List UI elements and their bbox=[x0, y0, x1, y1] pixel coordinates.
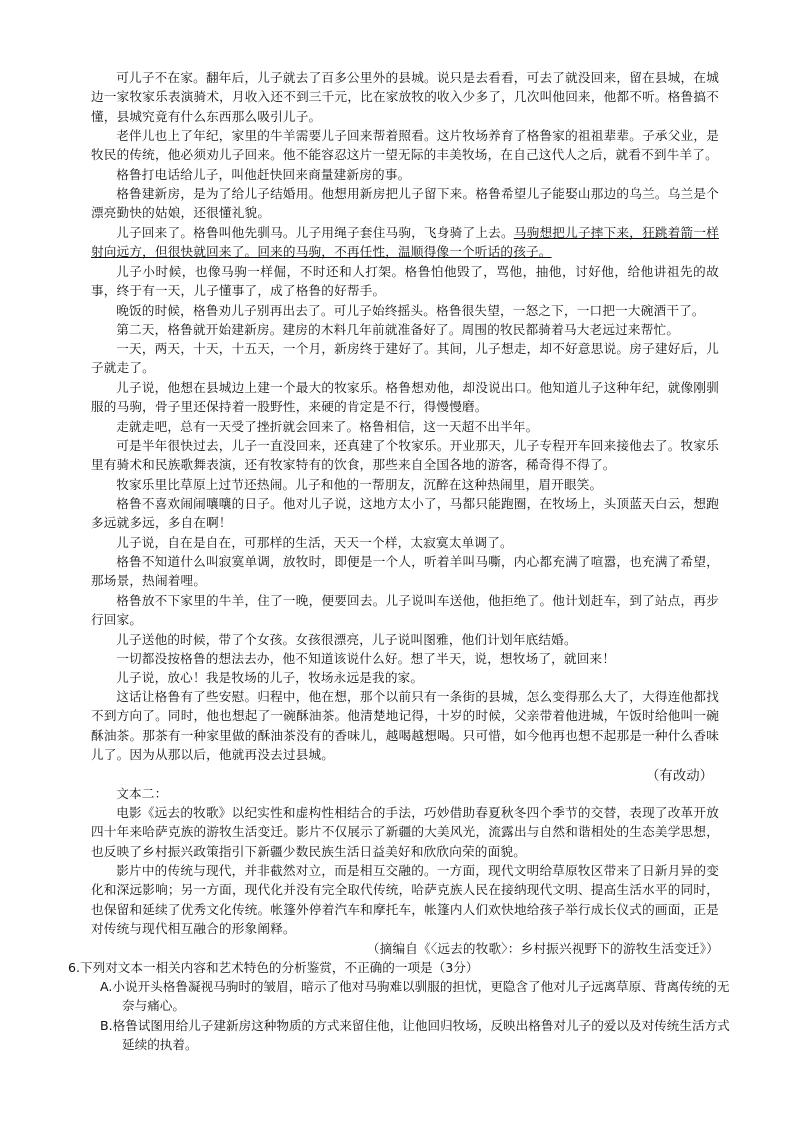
story-text: 儿子回来了。格鲁叫他先驯马。儿子用绳子套住马驹，飞身骑了上去。 bbox=[116, 225, 514, 240]
story-paragraph: 第二天，格鲁就开始建新房。建房的木料几年前就准备好了。周围的牧民都骑着马大老远过来帮忙。 bbox=[116, 322, 680, 337]
text2-paragraph: 影片中的传统与现代，并非截然对立，而是相互交融的。一方面，现代文明给草原牧区带来了日新月异的变化和深远影响；另一方面，现代化并没有完全取代传统，哈萨克族人民在接纳现代文明、提高生活水平的同时，也保留和延续了优秀文化传统。帐篷外停着汽车和摩托车，帐篷内人们欢快地给孩子举行成长仪式的画面，正是对传统与现代相互融合的形象阐释。 bbox=[91, 863, 719, 937]
story-paragraph: 格鲁不喜欢闹闹嚷嚷的日子。他对儿子说，这地方太小了，马都只能跑圈，在牧场上，头顶蓝天白云，想跑多远就多远，多自在啊！ bbox=[91, 496, 719, 531]
story-paragraph: 这话让格鲁有了些安慰。归程中，他在想，那个以前只有一条街的县城，怎么变得那么大了，大得连他都找不到方向了。同时，他也想起了一碗酥油茶。他清楚地记得，十岁的时候，父亲带着他进城，午饭时给他叫一碗酥油茶。那茶有一种家里做的酥油茶没有的香味儿，越喝越想喝。只可惜，如今他再也想不起那是一种什么香味儿了。因为从那以后，他就再没去过县城。 bbox=[91, 689, 719, 763]
story-paragraph: 格鲁建新房，是为了给儿子结婚用。他想用新房把儿子留下来。格鲁希望儿子能娶山那边的乌兰。乌兰是个漂亮勤快的姑娘，还很懂礼貌。 bbox=[91, 186, 719, 221]
story-paragraph: 格鲁打电话给儿子，叫他赶快回来商量建新房的事。 bbox=[116, 167, 411, 182]
question-option-a: A.小说开头格鲁凝视马驹时的皱眉，暗示了他对马驹难以驯服的担忧，更隐含了他对儿子远离草原、背离传统的无奈与痛心。 bbox=[100, 979, 730, 1014]
story-paragraph: 儿子说，放心！我是牧场的儿子，牧场永远是我的家。 bbox=[116, 670, 424, 685]
story-paragraph: 一天，两天，十天，十五天，一个月，新房终于建好了。其间，儿子想走，却不好意思说。房子建好后，儿子就走了。 bbox=[91, 341, 719, 376]
story-paragraph: 儿子说，自在是自在，可那样的生活，天天一个样，太寂寞太单调了。 bbox=[116, 535, 513, 550]
text2-paragraph: 电影《远去的牧歌》以纪实性和虚构性相结合的手法，巧妙借助春夏秋冬四个季节的交替，表现了改革开放四十年来哈萨克族的游牧生活变迁。影片不仅展示了新疆的大美风光，流露出与自然和谐相处的生态美学思想，也反映了乡村振兴政策指引下新疆少数民族生活日益美好和欣欣向荣的面貌。 bbox=[91, 805, 719, 859]
story-paragraph: 一切都没按格鲁的想法去办，他不知道该说什么好。想了半天，说，想牧场了，就回来！ bbox=[116, 651, 616, 666]
story-paragraph: 儿子说，他想在县城边上建一个最大的牧家乐。格鲁想劝他，却没说出口。他知道儿子这种年纪，就像刚驯服的马驹，骨子里还保持着一股野性，来硬的肯定是不行，得慢慢磨。 bbox=[91, 380, 719, 415]
story-paragraph bbox=[91, 223, 719, 262]
underlined-sentence: 马驹想把儿子摔下来，狂跳着箭一样射向远方，但很快就回来了。回来的马驹，不再任性，温顺得像一个听话的孩子。 bbox=[91, 225, 720, 260]
story-paragraph: 老伴儿也上了年纪，家里的牛羊需要儿子回来帮着照看。这片牧场养育了格鲁家的祖祖辈辈。子承父业，是牧民的传统，他必须劝儿子回来。他不能容忍这片一望无际的丰美牧场，在自己这代人之后，就看不到牛羊了。 bbox=[91, 128, 719, 163]
story-paragraph: 儿子小时候，也像马驹一样倔，不时还和人打架。格鲁怕他毁了，骂他，抽他，讨好他，给他讲祖先的故事，终于有一天，儿子懂事了，成了格鲁的好帮手。 bbox=[91, 264, 719, 299]
question-option-b: B.格鲁试图用给儿子建新房这种物质的方式来留住他，让他回归牧场，反映出格鲁对儿子的爱以及对传统生活方式延续的执着。 bbox=[100, 1018, 730, 1053]
text2-heading: 文本二： bbox=[116, 786, 168, 801]
story-paragraph: 晚饭的时候，格鲁劝儿子别再出去了。可儿子始终摇头。格鲁很失望，一怒之下，一口把一大碗酒干了。 bbox=[116, 303, 705, 318]
question-stem: 6.下列对文本一相关内容和艺术特色的分析鉴赏，不正确的一项是（3分） bbox=[68, 960, 479, 975]
story-paragraph: 儿子送他的时候，带了个女孩。女孩很漂亮，儿子说叫图雅，他们计划年底结婚。 bbox=[116, 632, 577, 647]
revision-note: （有改动） bbox=[646, 769, 713, 784]
text2-source: （摘编自《〈远去的牧歌〉：乡村振兴视野下的游牧生活变迁》） bbox=[366, 941, 719, 956]
story-paragraph: 走就走吧，总有一天受了挫折就会回来了。格鲁相信，这一天超不出半年。 bbox=[116, 419, 539, 434]
story-paragraph: 格鲁不知道什么叫寂寞单调，放牧时，即便是一个人，听着羊叫马嘶，内心都充满了喧嚣，也充满了希望，那场景，热闹着哩。 bbox=[91, 554, 719, 589]
story-paragraph: 格鲁放不下家里的牛羊，住了一晚，便要回去。儿子说叫车送他，他拒绝了。他计划赶车，到了站点，再步行回家。 bbox=[91, 593, 719, 628]
story-paragraph: 可是半年很快过去，儿子一直没回来，还真建了个牧家乐。开业那天，儿子专程开车回来接他去了。牧家乐里有骑术和民族歌舞表演，还有牧家特有的饮食，那些来自全国各地的游客，稀奇得不得了。 bbox=[91, 438, 719, 473]
story-paragraph: 可儿子不在家。翻年后，儿子就去了百多公里外的县城。说只是去看看，可去了就没回来，留在县城，在城边一家牧家乐表演骑术，月收入还不到三千元，比在家放牧的收入少多了，几次叫他回来，他都不听。格鲁搞不懂，县城究竟有什么东西那么吸引儿子。 bbox=[91, 70, 719, 124]
story-paragraph: 牧家乐里比草原上过节还热闹。儿子和他的一帮朋友，沉醉在这种热闹里，眉开眼笑。 bbox=[116, 477, 603, 492]
